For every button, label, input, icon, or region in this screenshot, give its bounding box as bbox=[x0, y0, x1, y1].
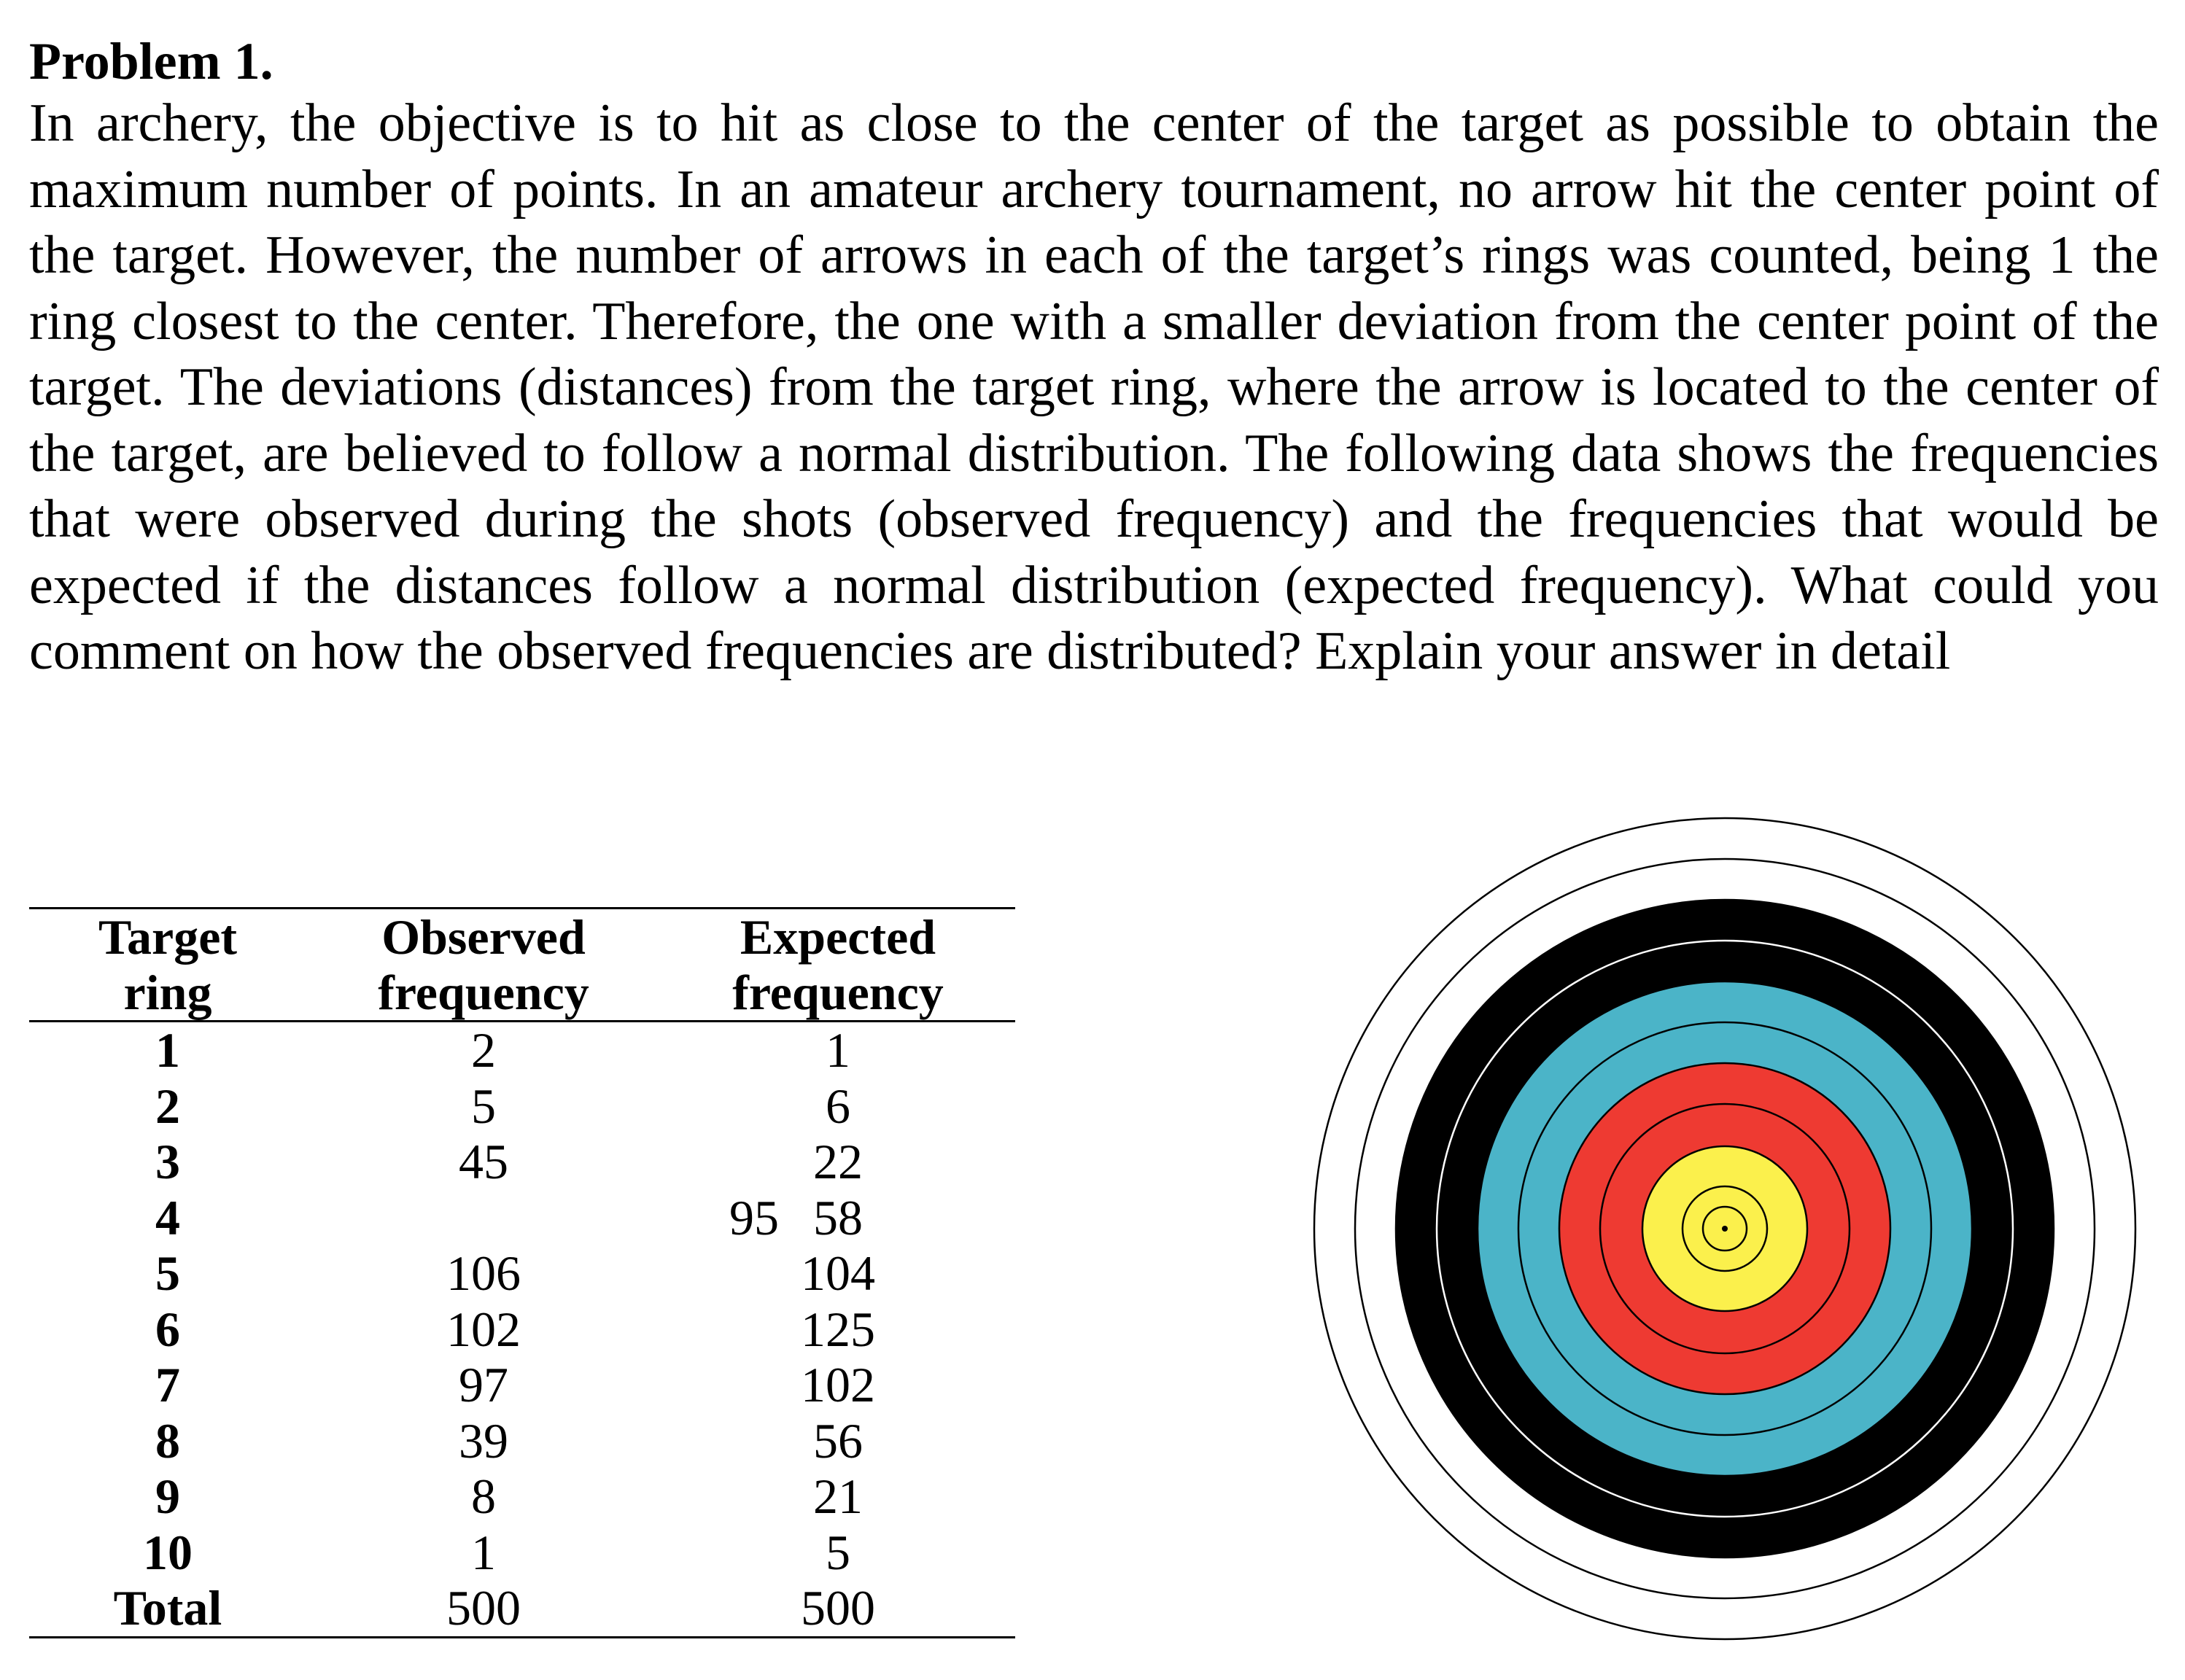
observed-cell: 102 bbox=[446, 1301, 521, 1357]
observed-cell: 45 bbox=[459, 1134, 508, 1189]
header-expected-frequency bbox=[661, 909, 1015, 1022]
table-total-row bbox=[29, 1580, 1015, 1637]
table-row bbox=[29, 1413, 1015, 1469]
expected-cell: 1 bbox=[826, 1022, 850, 1078]
ring-cell: 1 bbox=[155, 1022, 180, 1078]
frequency-table-wrap bbox=[29, 907, 1015, 1638]
observed-cell: 39 bbox=[459, 1412, 508, 1469]
observed-cell: 106 bbox=[446, 1245, 521, 1301]
header-line: Observed bbox=[381, 909, 586, 965]
observed-cell: 8 bbox=[471, 1469, 496, 1524]
expected-cell: 104 bbox=[801, 1245, 875, 1301]
ring-cell: 3 bbox=[155, 1134, 180, 1189]
frequency-table bbox=[29, 907, 1015, 1638]
archery-target-image bbox=[1313, 817, 2137, 1641]
expected-cell: 56 bbox=[813, 1412, 863, 1469]
expected-cell: 22 bbox=[813, 1134, 863, 1189]
expected-cell: 125 bbox=[801, 1301, 875, 1357]
ring-cell: 4 bbox=[155, 1189, 180, 1245]
total-expected-cell: 500 bbox=[801, 1580, 875, 1636]
table-row bbox=[29, 1022, 1015, 1078]
header-target-ring bbox=[29, 909, 306, 1022]
expected-cell: 5 bbox=[826, 1524, 850, 1580]
total-observed-cell: 500 bbox=[446, 1580, 521, 1636]
target-center-dot bbox=[1722, 1226, 1728, 1232]
table-header-row bbox=[29, 909, 1015, 1022]
ring-cell: 10 bbox=[143, 1524, 193, 1580]
expected-cell: 102 bbox=[801, 1357, 875, 1412]
expected-cell: 6 bbox=[826, 1078, 850, 1134]
observed-cell: 95 bbox=[729, 1189, 779, 1245]
problem-title: Problem 1. bbox=[29, 32, 273, 90]
ring-cell: 5 bbox=[155, 1245, 180, 1301]
header-observed-frequency bbox=[306, 909, 661, 1022]
table-row bbox=[29, 1078, 1015, 1135]
observed-cell: 1 bbox=[471, 1524, 496, 1580]
problem-text: In archery, the objective is to hit as close to the center of the target as possible to obtain the maximum number of points. In an amateur archery tournament, no arrow hit the center point of the target. However, the number of arrows in each of the target’s rings was counted, being 1 the ring closest to the center. Therefore, the one with a smaller deviation from the center point of the target. The deviations (distances) from the target ring, where the arrow is located to the center of the target, are believed to follow a normal distribution. The following data shows the frequencies that were observed during the shots (observed frequency) and the frequencies that would be expected if the distances follow a normal distribution (expected frequency). What could you comment on how the observed frequencies are distributed? Explain your answer in detail bbox=[29, 93, 2159, 681]
header-line: ring bbox=[123, 965, 212, 1020]
header-line: Expected bbox=[740, 909, 936, 965]
table-row bbox=[29, 1190, 1015, 1246]
observed-cell: 97 bbox=[459, 1357, 508, 1412]
ring-cell: 9 bbox=[155, 1469, 180, 1524]
header-line: frequency bbox=[732, 965, 944, 1020]
total-label-cell: Total bbox=[113, 1580, 222, 1636]
table-row bbox=[29, 1134, 1015, 1190]
ring-cell: 8 bbox=[155, 1412, 180, 1469]
ring-cell: 2 bbox=[155, 1078, 180, 1134]
ring-cell: 6 bbox=[155, 1301, 180, 1357]
expected-cell: 58 bbox=[813, 1189, 863, 1245]
table-row bbox=[29, 1245, 1015, 1302]
table-row bbox=[29, 1525, 1015, 1581]
ring-cell: 7 bbox=[155, 1357, 180, 1412]
header-line: Target bbox=[98, 909, 238, 965]
table-row bbox=[29, 1357, 1015, 1413]
expected-cell: 21 bbox=[813, 1469, 863, 1524]
table-row bbox=[29, 1469, 1015, 1525]
table-row bbox=[29, 1302, 1015, 1358]
header-line: frequency bbox=[378, 965, 589, 1020]
observed-cell: 5 bbox=[471, 1078, 496, 1134]
observed-cell: 2 bbox=[471, 1022, 496, 1078]
